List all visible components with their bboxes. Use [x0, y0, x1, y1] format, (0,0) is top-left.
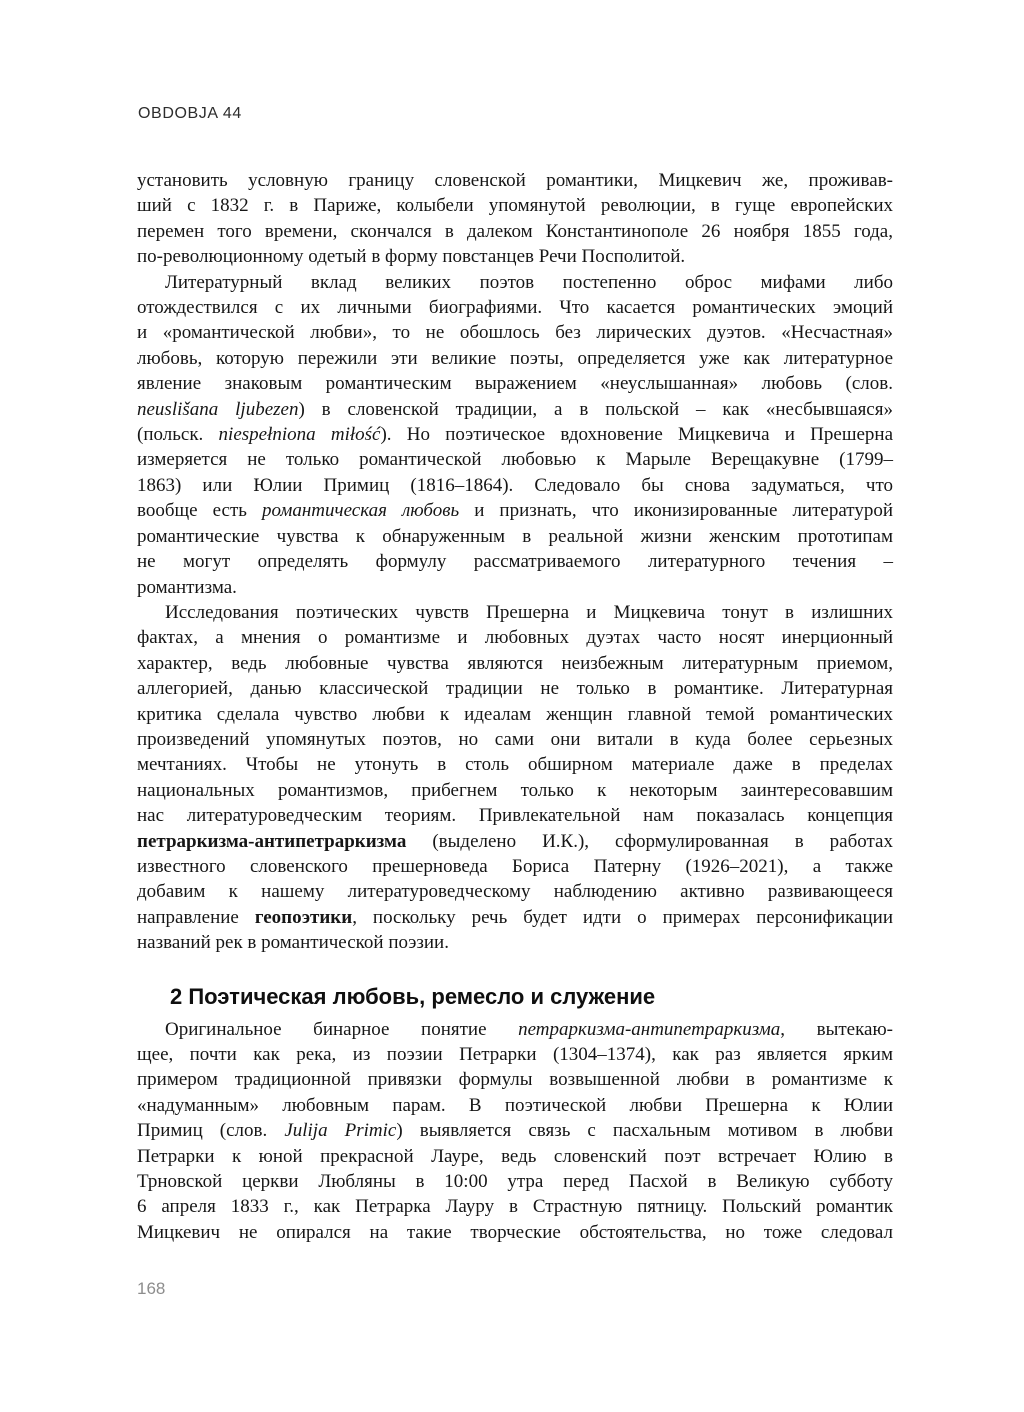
- text-segment: , вытекаю-: [780, 1018, 893, 1040]
- text-line: [137, 676, 893, 701]
- text-line: [137, 575, 893, 600]
- text-segment: романтические чувства к обнаруженным в реальной жизни женским прототипам: [137, 525, 893, 547]
- text-segment: , поскольку речь будет идти о примерах персонификации: [352, 906, 893, 928]
- text-segment: не могут определять формулу рассматриваемого литературного течения –: [137, 551, 893, 573]
- text-line: [137, 549, 893, 574]
- text-line: [137, 320, 893, 345]
- text-segment: 6 апреля 1833 г., как Петрарка Лауру в Страстную пятницу. Польский романтик: [137, 1196, 893, 1218]
- text-line: [137, 447, 893, 472]
- text-line: [137, 1220, 893, 1245]
- text-segment: установить условную границу словенской романтики, Мицкевич же, проживав-: [137, 170, 893, 191]
- text-line: [137, 1169, 893, 1194]
- text-line: [137, 600, 893, 625]
- text-segment: ) в словенской традиции, а в польской – как «несбывшаяся»: [298, 398, 893, 420]
- text-segment: ) выявляется связь с пасхальным мотивом в любви: [396, 1120, 893, 1142]
- text-line: [137, 397, 893, 422]
- text-line: [137, 702, 893, 727]
- text-segment: и «романтической любви», то не обошлось без лирических дуэтов. «Несчастная»: [137, 322, 893, 344]
- text-segment: мечтаниях. Чтобы не утонуть в столь обширном материале даже в пределах: [137, 754, 893, 776]
- text-line: [137, 1042, 893, 1067]
- italic-text: Julija Primic: [284, 1120, 397, 1142]
- text-segment: щее, почти как река, из поэзии Петрарки (1304–1374), как раз является ярким: [137, 1044, 893, 1065]
- text-segment: примером традиционной привязки формулы возвышенной любви в романтизме к: [137, 1069, 893, 1091]
- text-line: [137, 930, 893, 955]
- text-line: [137, 473, 893, 498]
- text-segment: ший с 1832 г. в Париже, колыбели упомянутой революции, в гуще европейских: [137, 195, 893, 217]
- running-head: OBDOBJA 44: [138, 105, 242, 122]
- text-line: [137, 829, 893, 854]
- text-segment: фактах, а мнения о романтизме и любовных дуэтах часто носят инерционный: [137, 627, 893, 649]
- text-column: [137, 168, 893, 1245]
- text-line: [137, 193, 893, 218]
- text-segment: измеряется не только романтической любовью к Марыле Верещакувне (1799–: [137, 449, 893, 471]
- text-line: [137, 1067, 893, 1092]
- text-line: [137, 1093, 893, 1118]
- page-number: 168: [137, 1279, 166, 1298]
- italic-text: neuslišana ljubezen: [137, 398, 299, 420]
- text-segment: известного словенского прешерноведа Бориса Патерну (1926–2021), а также: [137, 855, 893, 877]
- bold-text: петраркизма-антипетраркизма: [137, 830, 407, 852]
- text-line: [137, 651, 893, 676]
- text-segment: характер, ведь любовные чувства являются неизбежным литературным приемом,: [137, 652, 893, 674]
- text-line: [137, 371, 893, 396]
- text-line: [137, 244, 893, 269]
- paragraph: [137, 600, 893, 956]
- text-line: [137, 752, 893, 777]
- text-line: [137, 422, 893, 447]
- text-line: [137, 625, 893, 650]
- text-segment: явление знаковым романтическим выражением «неуслышанная» любовь (слов.: [137, 373, 893, 395]
- text-segment: (выделено И.К.), сформулированная в работах: [406, 830, 893, 852]
- text-line: [137, 854, 893, 879]
- text-segment: произведений упомянутых поэтов, но сами они витали в куда более серьезных: [137, 728, 893, 750]
- text-line: [137, 346, 893, 371]
- text-segment: любовь, которую пережили эти великие поэты, определяется уже как литературное: [137, 347, 893, 369]
- text-segment: ). Но поэтическое вдохновение Мицкевича и Прешерна: [380, 424, 893, 446]
- text-segment: критика сделала чувство любви к идеалам женщин главной темой романтических: [137, 703, 893, 725]
- italic-text: niespełniona miłość: [218, 424, 381, 446]
- italic-text: романтическая любовь: [261, 500, 460, 522]
- text-segment: романтизма.: [137, 576, 237, 598]
- text-line: [137, 295, 893, 320]
- text-segment: Исследования поэтических чувств Прешерна и Мицкевича тонут в излишних: [165, 601, 893, 623]
- text-segment: вообще есть: [137, 500, 262, 522]
- text-line: [137, 1194, 893, 1219]
- text-segment: Трновской церкви Любляны в 10:00 утра перед Пасхой в Великую субботу: [137, 1171, 893, 1193]
- paragraph: [137, 1017, 893, 1246]
- text-segment: и признать, что иконизированные литературой: [459, 500, 893, 522]
- text-segment: 1863) или Юлии Примиц (1816–1864). Следовало бы снова задуматься, что: [137, 474, 893, 496]
- text-segment: добавим к нашему литературоведческому наблюдению активно развивающееся: [137, 881, 893, 903]
- text-line: [137, 219, 893, 244]
- text-line: [137, 524, 893, 549]
- text-line: [137, 879, 893, 904]
- text-segment: Примиц (слов.: [137, 1120, 285, 1142]
- text-line: [137, 727, 893, 752]
- text-line: [137, 498, 893, 523]
- text-line: [137, 778, 893, 803]
- italic-text: петраркизма-антипетраркизма: [518, 1018, 781, 1040]
- text-segment: по-революционному одетый в форму повстанцев Речи Посполитой.: [137, 246, 686, 268]
- text-line: [137, 905, 893, 930]
- bold-text: геопоэтики: [254, 906, 353, 928]
- text-segment: отождествился с их личными биографиями. Что касается романтических эмоций: [137, 297, 893, 319]
- text-segment: «надуманным» любовным парам. В поэтической любви Прешерна к Юлии: [137, 1094, 893, 1116]
- text-segment: перемен того времени, скончался в далеком Константинополе 26 ноября 1855 года,: [137, 220, 893, 242]
- paragraph: [137, 168, 893, 270]
- text-line: [137, 270, 893, 295]
- text-line: [137, 1144, 893, 1169]
- text-line: [137, 168, 893, 193]
- text-segment: нас литературоведческим теориям. Привлекательной нам показалась концепция: [137, 805, 893, 827]
- text-segment: названий рек в романтической поэзии.: [137, 932, 449, 954]
- text-segment: аллегорией, данью классической традиции не только в романтике. Литературная: [137, 678, 893, 700]
- text-segment: (польск.: [137, 424, 219, 446]
- text-line: [137, 1118, 893, 1143]
- text-segment: Петрарки к юной прекрасной Лауре, ведь словенский поэт встречает Юлию в: [137, 1145, 893, 1167]
- text-line: [137, 1017, 893, 1042]
- text-segment: национальных романтизмов, прибегнем только к некоторым заинтересовавшим: [137, 779, 893, 801]
- text-segment: Мицкевич не опирался на такие творческие обстоятельства, но тоже следовал: [137, 1221, 893, 1243]
- text-segment: направление: [137, 906, 255, 928]
- paragraph: [137, 270, 893, 600]
- text-segment: Оригинальное бинарное понятие: [165, 1018, 519, 1040]
- text-line: [137, 803, 893, 828]
- section-heading: 2 Поэтическая любовь, ремесло и служение: [170, 983, 656, 1009]
- text-segment: Литературный вклад великих поэтов постепенно оброс мифами либо: [165, 271, 893, 293]
